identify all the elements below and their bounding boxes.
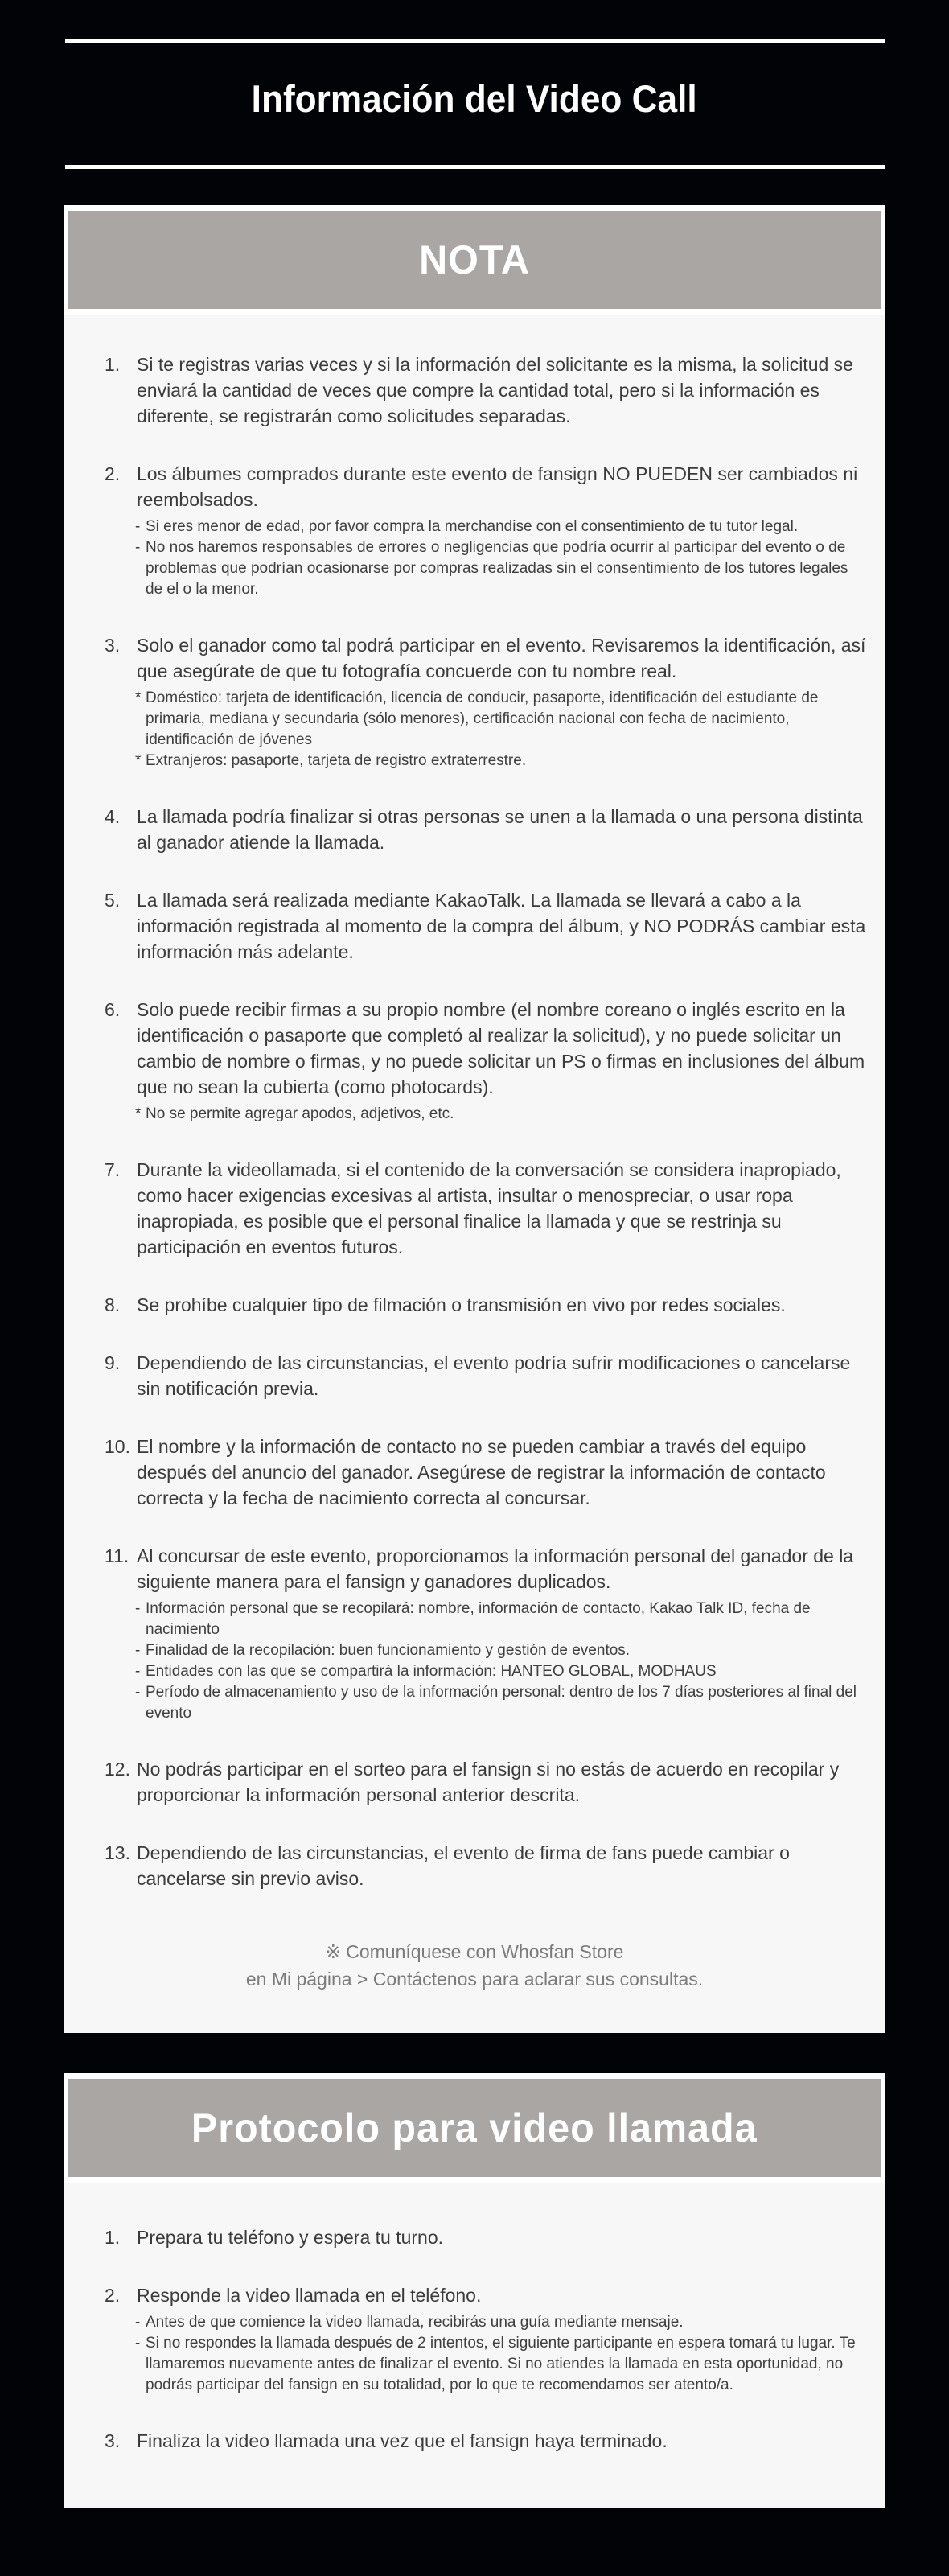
subnote-marker: -: [135, 518, 141, 535]
item-number: 8.: [105, 1294, 121, 1315]
item-number: 2.: [105, 463, 121, 484]
subnote-text: Entidades con las que se compartirá la información: HANTEO GLOBAL, MODHAUS: [146, 1663, 717, 1680]
nota-card: [64, 205, 885, 2033]
item-subnotes: [137, 1599, 861, 1724]
subnote: [135, 1661, 861, 1682]
item-text: Finaliza la video llamada una vez que el fansign haya terminado.: [137, 2430, 668, 2451]
top-divider-line: [65, 39, 885, 43]
item-text: Solo puede recibir firmas a su propio nombre (el nombre coreano o inglés escrito en la identificación o pasaporte que completó al realizar la solicitud), y no puede solicitar un cambio de nombre o firmas, y no puede solicitar un PS o firmas en inclusiones del álbum que no sean la cubierta (como photocards).: [137, 999, 865, 1097]
subnote: [135, 1682, 861, 1724]
item-text: La llamada será realizada mediante KakaoTalk. La llamada se llevará a cabo a la información registrada al momento de la compra del álbum, y NO PODRÁS cambiar esta información más adelante.: [137, 890, 866, 962]
bottom-divider-line: [65, 165, 885, 169]
subnote-marker: *: [135, 1105, 142, 1122]
subnote: [135, 2312, 861, 2333]
subnote-text: No nos haremos responsables de errores o negligencias que podría ocurrir al participar del evento o de problemas que podrían ocasionarse por compras realizadas sin el consentimiento de los tutores legales de el o la menor.: [146, 539, 848, 598]
subnote-text: Extranjeros: pasaporte, tarjeta de registro extraterrestre.: [146, 752, 527, 769]
subnote: [135, 1599, 861, 1640]
subnote-text: Antes de que comience la video llamada, recibirás una guía mediante mensaje.: [146, 2314, 684, 2331]
item-number: 3.: [105, 635, 121, 656]
list-item: [64, 461, 885, 600]
subnote-marker: -: [135, 1600, 141, 1617]
protocol-card-body: [64, 2183, 885, 2508]
list-item: [64, 2282, 885, 2396]
item-text: Los álbumes comprados durante este evento de fansign NO PUEDEN ser cambiados ni reembolsados.: [137, 463, 858, 510]
item-number: 9.: [105, 1352, 121, 1373]
subnote: [135, 537, 861, 600]
list-item: [64, 632, 885, 772]
item-text: Responde la video llamada en el teléfono.: [137, 2285, 482, 2306]
list-item: [64, 997, 885, 1125]
contact-note-line2: en Mi página > Contáctenos para aclarar sus consultas.: [245, 1969, 704, 1990]
item-text: Se prohíbe cualquier tipo de filmación o transmisión en vivo por redes sociales.: [137, 1294, 786, 1315]
subnote: [135, 516, 861, 537]
item-text: La llamada podría finalizar si otras personas se unen a la llamada o una persona distinta al ganador atiende la llamada.: [137, 806, 863, 853]
list-item: [64, 1756, 885, 1808]
list-item: [64, 1292, 885, 1318]
item-number: 1.: [105, 2227, 121, 2248]
nota-card-header: [64, 205, 885, 315]
protocol-list: [64, 2224, 885, 2486]
protocol-card: [64, 2073, 885, 2508]
item-subnotes: [137, 516, 861, 600]
nota-card-body: [64, 315, 885, 2033]
list-item: [64, 1434, 885, 1511]
page-title: [0, 78, 949, 120]
list-item: [64, 1840, 885, 1891]
item-text: Al concursar de este evento, proporcionamos la información personal del ganador de la siguiente manera para el fansign y ganadores duplicados.: [137, 1545, 854, 1592]
subnote-marker: -: [135, 539, 141, 556]
item-number: 13.: [105, 1842, 130, 1863]
subnote-marker: -: [135, 1642, 141, 1659]
protocol-header-bar: [68, 2079, 881, 2177]
protocol-card-header: [64, 2073, 885, 2183]
subnote: [135, 751, 861, 772]
subnote-marker: -: [135, 1663, 141, 1680]
subnote: [135, 688, 861, 751]
page-title-text: Información del Video Call: [251, 77, 697, 120]
subnote-text: Información personal que se recopilará: nombre, información de contacto, Kakao Talk ID, fecha de nacimiento: [146, 1600, 811, 1638]
item-text: Prepara tu teléfono y espera tu turno.: [137, 2227, 444, 2248]
subnote: [135, 1640, 861, 1661]
list-item: [64, 2224, 885, 2250]
subnote-marker: -: [135, 1684, 141, 1701]
subnote-marker: *: [135, 689, 142, 706]
item-subnotes: [137, 1104, 861, 1125]
item-text: No podrás participar en el sorteo para el fansign si no estás de acuerdo en recopilar y proporcionar la información personal anterior descrita.: [137, 1759, 840, 1805]
list-item: [64, 352, 885, 429]
item-text: Si te registras varias veces y si la información del solicitante es la misma, la solicitud se enviará la cantidad de veces que compre la cantidad total, pero si la información es diferente, se registrarán como solicitudes separadas.: [137, 354, 853, 426]
item-number: 1.: [105, 354, 121, 375]
item-number: 5.: [105, 890, 121, 911]
subnote-text: No se permite agregar apodos, adjetivos, etc.: [146, 1105, 454, 1122]
subnote-marker: -: [135, 2335, 141, 2352]
item-number: 7.: [105, 1159, 121, 1180]
item-subnotes: [137, 688, 861, 772]
item-number: 12.: [105, 1759, 130, 1780]
item-number: 2.: [105, 2285, 121, 2306]
nota-list: [64, 352, 885, 1924]
subnote-text: Doméstico: tarjeta de identificación, licencia de conducir, pasaporte, identificación del estudiante de primaria, mediana y secundaria (sólo menores), certificación nacional con fecha de nacimiento, identificación de jóvenes: [146, 689, 819, 748]
item-text: Solo el ganador como tal podrá participar en el evento. Revisaremos la identificación, así que asegúrate de que tu fotografía concuerde con tu nombre real.: [137, 635, 866, 681]
nota-header-title: NOTA: [419, 237, 530, 282]
list-item: [64, 1157, 885, 1260]
subnote: [135, 2333, 861, 2396]
item-text: Dependiendo de las circunstancias, el evento de firma de fans puede cambiar o cancelarse sin previo aviso.: [137, 1842, 790, 1889]
subnote-text: Si eres menor de edad, por favor compra la merchandise con el consentimiento de tu tutor legal.: [146, 518, 799, 535]
item-number: 6.: [105, 999, 121, 1020]
list-item: [64, 1543, 885, 1724]
subnote-marker: *: [135, 752, 142, 769]
item-number: 10.: [105, 1436, 130, 1457]
subnote: [135, 1104, 861, 1125]
nota-header-bar: [68, 211, 881, 309]
item-number: 3.: [105, 2430, 121, 2451]
item-text: Durante la videollamada, si el contenido de la conversación se considera inapropiado, como hacer exigencias excesivas al artista, insultar o menospreciar, o usar ropa inapropiada, es posible que el personal finalice la llamada y que se restrinja su participación en eventos futuros.: [137, 1159, 841, 1257]
item-text: Dependiendo de las circunstancias, el evento podría sufrir modificaciones o cancelarse sin notificación previa.: [137, 1352, 851, 1399]
list-item: [64, 887, 885, 965]
subnote-text: Si no respondes la llamada después de 2 intentos, el siguiente participante en espera tomará tu lugar. Te llamaremos nuevamente antes de finalizar el evento. Si no atiendes la llamada en esta oportunidad, no podrás participar del fansign en su totalidad, por lo que te recomendamos ser atento/a.: [146, 2335, 856, 2393]
item-number: 4.: [105, 806, 121, 827]
list-item: [64, 1350, 885, 1401]
item-subnotes: [137, 2312, 861, 2396]
subnote-text: Finalidad de la recopilación: buen funcionamiento y gestión de eventos.: [146, 1642, 631, 1659]
contact-note: [64, 1938, 885, 2033]
subnote-text: Período de almacenamiento y uso de la información personal: dentro de los 7 días posteriores al final del evento: [146, 1684, 857, 1722]
item-number: 11.: [105, 1545, 129, 1566]
subnote-marker: -: [135, 2314, 141, 2331]
protocol-header-title: Protocolo para video llamada: [191, 2105, 758, 2150]
list-item: [64, 804, 885, 855]
contact-note-line1: ※ Comuníquese con Whosfan Store: [325, 1941, 624, 1962]
list-item: [64, 2428, 885, 2454]
item-text: El nombre y la información de contacto no se pueden cambiar a través del equipo después del anuncio del ganador. Asegúrese de registrar la información de contacto correcta y la fecha de nacimiento correcta al concursar.: [137, 1436, 826, 1508]
